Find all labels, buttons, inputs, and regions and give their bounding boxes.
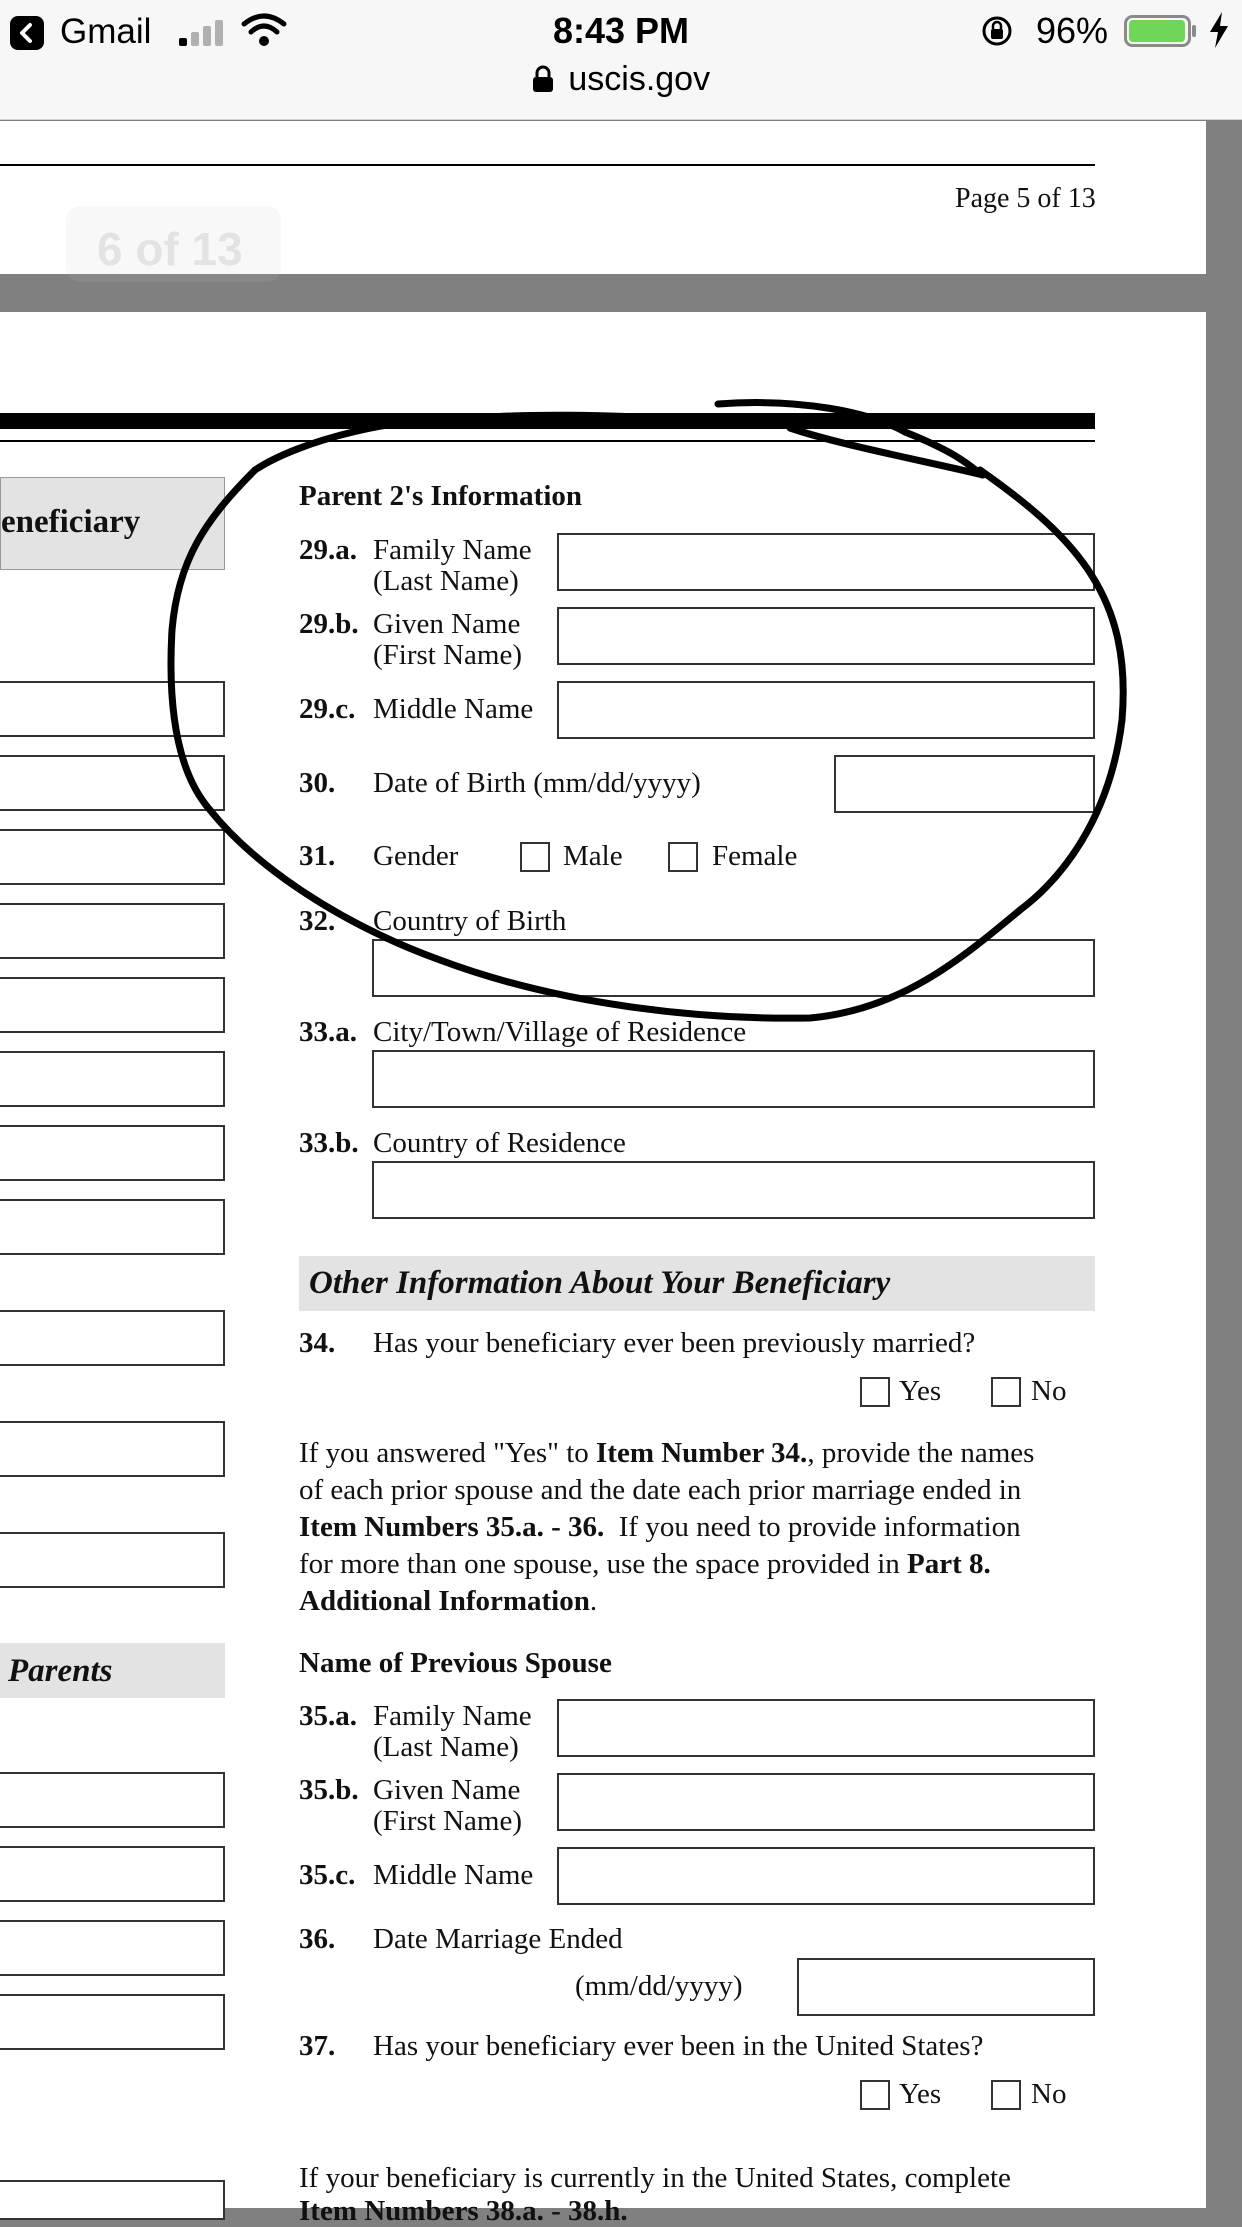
item-35b-number: 35.b. <box>299 1774 359 1806</box>
item-35a-label-line1: Family Name <box>373 1700 532 1732</box>
bottom-instruction-line2: Item Numbers 38.a. - 38.h. <box>299 2195 628 2227</box>
page-indicator-text: 6 of 13 <box>97 223 243 275</box>
item-29c-number: 29.c. <box>299 693 356 725</box>
item-31-label: Gender <box>373 840 459 872</box>
back-app-label: Gmail <box>60 12 152 51</box>
item-36-label: Date Marriage Ended <box>373 1923 623 1955</box>
parent2-heading: Parent 2's Information <box>299 480 583 512</box>
item-35c-label: Middle Name <box>373 1859 534 1891</box>
item-33b-number: 33.b. <box>299 1127 359 1159</box>
item-35b-label-line1: Given Name <box>373 1774 521 1806</box>
left-parents-title: Parents <box>8 1653 113 1689</box>
item-37-question: Has your beneficiary ever been in the United States? <box>373 2030 984 2062</box>
item-37-number: 37. <box>299 2030 336 2062</box>
item-34-number: 34. <box>299 1327 336 1359</box>
page-number-label: Page 5 of 13 <box>955 183 1096 214</box>
instructions-text-2: of each prior spouse and the date each prior marriage ended in <box>299 1474 1022 1506</box>
instructions-text-3b: If you need to provide information <box>604 1511 1021 1543</box>
q34-no-label: No <box>1031 1375 1067 1407</box>
item-36-number: 36. <box>299 1923 336 1955</box>
instructions-text-1c: , provide the names <box>807 1437 1035 1469</box>
item-34-question: Has your beneficiary ever been previously married? <box>373 1327 976 1359</box>
q34-yes-label: Yes <box>899 1375 942 1407</box>
item-32-label: Country of Birth <box>373 905 567 937</box>
item-35a-number: 35.a. <box>299 1700 357 1732</box>
instructions-text-4a: for more than one spouse, use the space provided in <box>299 1548 908 1580</box>
other-info-section-title: Other Information About Your Beneficiary <box>309 1265 891 1301</box>
bottom-instruction-line1: If your beneficiary is currently in the United States, complete <box>299 2162 1011 2194</box>
gender-male-label: Male <box>563 840 623 872</box>
instructions-text-1a: If you answered "Yes" to <box>299 1437 596 1469</box>
item-35c-number: 35.c. <box>299 1859 356 1891</box>
item-35a-label-line2: (Last Name) <box>373 1731 519 1763</box>
item-29a-label-line2: (Last Name) <box>373 565 519 597</box>
url-text: uscis.gov <box>568 60 711 98</box>
instructions-items-35-36-ref: Item Numbers 35.a. - 36. <box>299 1511 605 1543</box>
status-time: 8:43 PM <box>552 10 690 51</box>
item-32-number: 32. <box>299 905 336 937</box>
item-29b-number: 29.b. <box>299 608 359 640</box>
item-33a-label: City/Town/Village of Residence <box>373 1016 747 1048</box>
item-36-format-hint: (mm/dd/yyyy) <box>575 1970 743 2002</box>
item-29b-label-line2: (First Name) <box>373 639 522 671</box>
battery-percent: 96% <box>1036 10 1109 51</box>
instructions-part8-ref: Part 8. <box>907 1548 991 1580</box>
item-29b-label-line1: Given Name <box>373 608 521 640</box>
instructions-text-5b: . <box>589 1585 598 1617</box>
item-30-number: 30. <box>299 767 336 799</box>
q37-no-label: No <box>1031 2078 1067 2110</box>
q37-yes-label: Yes <box>899 2078 942 2110</box>
instructions-item-34-ref: Item Number 34. <box>596 1437 808 1469</box>
item-30-label: Date of Birth (mm/dd/yyyy) <box>373 767 701 799</box>
item-29a-number: 29.a. <box>299 534 357 566</box>
item-33a-number: 33.a. <box>299 1016 357 1048</box>
instructions-additional-info-ref: Additional Information <box>299 1585 590 1617</box>
item-35b-label-line2: (First Name) <box>373 1805 522 1837</box>
item-31-number: 31. <box>299 840 336 872</box>
item-29a-label-line1: Family Name <box>373 534 532 566</box>
previous-spouse-heading: Name of Previous Spouse <box>299 1647 612 1679</box>
item-33b-label: Country of Residence <box>373 1127 626 1159</box>
item-29c-label: Middle Name <box>373 693 534 725</box>
left-section-title: eneficiary <box>1 504 141 540</box>
gender-female-label: Female <box>712 840 798 872</box>
